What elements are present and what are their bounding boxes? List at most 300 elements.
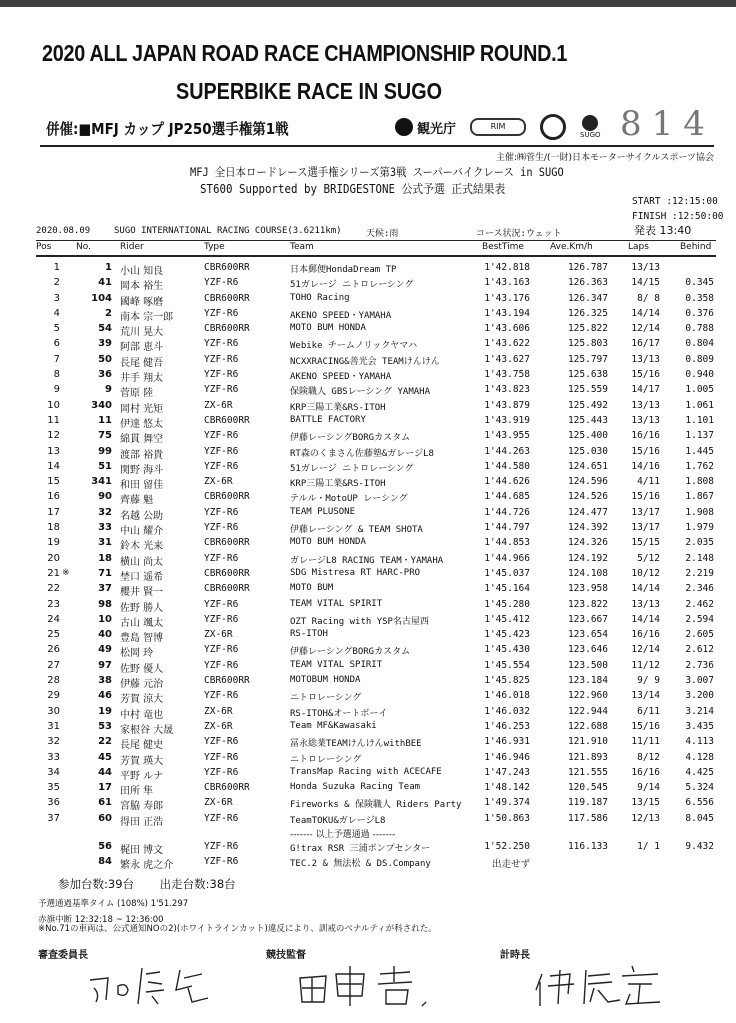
result-besttime: 1'46.032 xyxy=(484,705,530,717)
result-rider: 家根谷 大晟 xyxy=(120,724,174,736)
result-besttime: 1'50.863 xyxy=(484,812,530,824)
col-no: No. xyxy=(76,242,91,252)
result-behind: 8.045 xyxy=(685,812,714,824)
result-type: YZF-R6 xyxy=(204,460,239,472)
page-stamp: 814 xyxy=(620,104,715,144)
result-team: MOTO BUM HONDA xyxy=(290,323,366,334)
result-number: 97 xyxy=(98,659,112,671)
result-rider: 井手 翔太 xyxy=(120,373,164,385)
result-besttime: 1'45.037 xyxy=(484,567,530,579)
result-type: YZF-R6 xyxy=(204,598,239,610)
result-pos: 18 xyxy=(47,522,60,534)
table-row xyxy=(36,353,716,368)
result-pos: 36 xyxy=(47,797,60,809)
result-pos: 11 xyxy=(47,414,60,426)
result-pos: 14 xyxy=(47,460,60,472)
tourism-agency-logo xyxy=(395,118,456,137)
result-rider: 櫻井 賢一 xyxy=(120,587,164,599)
result-pos: 8 xyxy=(53,369,60,381)
result-behind: 4.113 xyxy=(685,736,714,748)
result-avg-speed: 116.133 xyxy=(567,840,608,852)
result-laps: 15/16 xyxy=(631,491,660,503)
result-pos: 1 xyxy=(53,262,60,273)
result-laps: 14/14 xyxy=(631,583,660,595)
result-team: TEAM PLUSONE xyxy=(290,506,356,517)
result-laps: 15/16 xyxy=(631,369,660,381)
result-besttime: 1'47.243 xyxy=(484,766,530,778)
table-row xyxy=(36,751,716,766)
result-besttime: 1'44.726 xyxy=(484,506,530,518)
result-type: CBR600RR xyxy=(204,414,250,426)
window-top-bar xyxy=(0,0,736,7)
result-behind: 1.762 xyxy=(685,460,714,472)
table-row xyxy=(36,536,716,551)
result-rider: 松岡 玲 xyxy=(120,648,154,660)
result-besttime: 1'45.554 xyxy=(484,659,530,671)
result-team: BATTLE FACTORY xyxy=(290,414,366,425)
result-team: 冨永総業TEAMけんけんwithBEE xyxy=(290,739,422,750)
table-row xyxy=(36,552,716,567)
table-row xyxy=(36,521,716,536)
result-type: YZF-R6 xyxy=(204,552,239,564)
result-number: 17 xyxy=(98,782,112,794)
result-rider: 岡村 光矩 xyxy=(120,403,164,415)
result-number: 104 xyxy=(91,292,112,304)
result-number: 99 xyxy=(98,445,112,457)
result-type: YZF-R6 xyxy=(204,522,239,534)
result-pos: 17 xyxy=(47,506,60,518)
result-avg-speed: 123.958 xyxy=(567,583,608,595)
result-team: ニトロレーシング xyxy=(290,754,362,765)
result-avg-speed: 125.559 xyxy=(567,384,608,396)
result-avg-speed: 123.184 xyxy=(567,675,608,687)
result-pos: 22 xyxy=(47,583,60,595)
result-number: 51 xyxy=(98,460,112,472)
result-team: KRP三陽工業&RS-ITOH xyxy=(290,479,386,490)
result-laps: 13/15 xyxy=(631,797,660,809)
result-type: YZF-R6 xyxy=(204,384,239,396)
result-type: YZF-R6 xyxy=(204,338,239,350)
result-besttime: 1'43.823 xyxy=(484,384,530,396)
result-besttime: 1'43.622 xyxy=(484,338,530,350)
result-behind: 1.808 xyxy=(685,476,714,488)
cohost-line: 併催:■MFJ カップ JP250選手権第1戦 xyxy=(46,120,289,138)
result-type: YZF-R6 xyxy=(204,690,239,702)
result-team: MOTOBUM HONDA xyxy=(290,675,361,686)
result-number: 1 xyxy=(105,262,112,273)
result-number: 90 xyxy=(98,491,112,503)
result-besttime: 1'48.142 xyxy=(484,782,530,794)
table-row xyxy=(36,598,716,613)
result-rider: 得田 正浩 xyxy=(120,816,164,828)
result-besttime: 1'45.423 xyxy=(484,629,530,641)
result-avg-speed: 123.646 xyxy=(567,644,608,656)
tourism-agency-text: 観光庁 xyxy=(417,121,457,137)
result-pos: 37 xyxy=(47,812,60,824)
result-pos: 16 xyxy=(47,491,60,503)
result-behind: 1.101 xyxy=(685,414,714,426)
result-behind: 0.345 xyxy=(685,277,714,289)
table-row xyxy=(36,689,716,704)
result-avg-speed: 123.500 xyxy=(567,659,608,671)
result-rider: 佐野 優人 xyxy=(120,663,164,675)
result-number: 84 xyxy=(98,856,112,868)
result-team: 51ガレージ ニトロレーシング xyxy=(290,280,414,291)
result-laps: 16/16 xyxy=(631,629,660,641)
result-avg-speed: 125.030 xyxy=(567,445,608,457)
result-rider: 繁永 虎之介 xyxy=(120,860,174,872)
result-laps: 14/17 xyxy=(631,384,660,396)
sugo-logo-text: SUGO xyxy=(580,131,601,139)
result-type: CBR600RR xyxy=(204,262,250,273)
signature-race-director xyxy=(290,960,440,1010)
result-laps: 13/17 xyxy=(631,506,660,518)
result-avg-speed: 125.400 xyxy=(567,430,608,442)
result-behind: 0.809 xyxy=(685,353,714,365)
result-pos: 25 xyxy=(47,629,60,641)
result-laps: 1/ 1 xyxy=(637,840,660,852)
result-team: 保険職人 GBSレーシング YAMAHA xyxy=(290,387,431,398)
result-rider: 中村 竜也 xyxy=(120,709,164,721)
result-pos: 27 xyxy=(47,659,60,671)
result-number: 56 xyxy=(98,840,112,852)
result-pos: 31 xyxy=(47,720,60,732)
result-besttime: 1'52.250 xyxy=(484,840,530,852)
result-behind: 5.324 xyxy=(685,782,714,794)
result-pos: 20 xyxy=(47,552,60,564)
result-behind: 2.035 xyxy=(685,537,714,549)
table-row xyxy=(36,337,716,352)
result-team: MOTO BUM xyxy=(290,583,334,594)
result-rider: 小山 知良 xyxy=(120,266,164,277)
result-behind: 1.005 xyxy=(685,384,714,396)
result-besttime: 1'43.919 xyxy=(484,414,530,426)
result-type: CBR600RR xyxy=(204,323,250,335)
result-pos: 32 xyxy=(47,736,60,748)
result-avg-speed: 122.960 xyxy=(567,690,608,702)
table-row xyxy=(36,582,716,597)
result-pos: 26 xyxy=(47,644,60,656)
result-laps: 14/15 xyxy=(631,277,660,289)
result-behind: 2.594 xyxy=(685,613,714,625)
red-flag-note: 赤旗中断 12:32:18 ~ 12:36:00 xyxy=(38,915,164,925)
result-number: 41 xyxy=(98,277,112,289)
result-behind: 2.612 xyxy=(685,644,714,656)
result-team: RS-ITOH&オートボーイ xyxy=(290,708,388,719)
qualify-separator-row xyxy=(36,827,716,840)
result-avg-speed: 121.910 xyxy=(567,736,608,748)
result-team: TEAM VITAL SPIRIT xyxy=(290,659,383,670)
result-besttime: 1'46.931 xyxy=(484,736,530,748)
result-besttime: 1'45.164 xyxy=(484,583,530,595)
result-avg-speed: 126.787 xyxy=(567,262,608,273)
result-behind: 3.007 xyxy=(685,675,714,687)
result-avg-speed: 125.638 xyxy=(567,369,608,381)
result-type: YZF-R6 xyxy=(204,369,239,381)
date: 2020.08.09 xyxy=(36,226,91,236)
table-row xyxy=(36,261,716,276)
result-avg-speed: 124.526 xyxy=(567,491,608,503)
result-type: YZF-R6 xyxy=(204,812,239,824)
result-besttime: 1'43.163 xyxy=(484,277,530,289)
table-row xyxy=(36,643,716,658)
result-laps: 4/11 xyxy=(637,476,660,488)
result-number: 98 xyxy=(98,598,112,610)
result-pos: 35 xyxy=(47,782,60,794)
result-rider: 伊藤 元治 xyxy=(120,679,164,691)
organizer: 主催:㈱菅生/(一財)日本モーターサイクルスポーツ協会 xyxy=(495,153,714,163)
result-team: TOHO Racing xyxy=(290,292,350,303)
entries-count: 参加台数:39台 xyxy=(58,877,135,891)
result-laps: 14/16 xyxy=(631,460,660,472)
table-row xyxy=(36,383,716,398)
result-type: ZX-6R xyxy=(204,476,233,488)
result-behind: 1.137 xyxy=(685,430,714,442)
result-rider: 南本 宗一郎 xyxy=(120,311,174,323)
result-pos: 33 xyxy=(47,751,60,763)
result-besttime: 1'43.194 xyxy=(484,307,530,319)
table-row xyxy=(36,812,716,827)
result-pos: 34 xyxy=(47,766,60,778)
result-avg-speed: 123.822 xyxy=(567,598,608,610)
result-laps: 9/14 xyxy=(637,782,660,794)
result-team: NCXXRACING&善光会 TEAMけんけん xyxy=(290,356,440,367)
result-type: YZF-R6 xyxy=(204,766,239,778)
result-laps: 11/12 xyxy=(631,659,660,671)
result-behind: 0.940 xyxy=(685,369,714,381)
result-pos: 12 xyxy=(47,430,60,442)
result-number: 341 xyxy=(91,476,112,488)
result-number: 45 xyxy=(98,751,112,763)
result-rider: 岡本 裕生 xyxy=(120,281,164,293)
result-avg-speed: 124.477 xyxy=(567,506,608,518)
table-row xyxy=(36,766,716,781)
result-rider: 伊達 悠太 xyxy=(120,418,164,430)
result-besttime: 1'45.825 xyxy=(484,675,530,687)
result-type: CBR600RR xyxy=(204,292,250,304)
result-type: YZF-R6 xyxy=(204,430,239,442)
result-laps: 13/14 xyxy=(631,690,660,702)
result-number: 60 xyxy=(98,812,112,824)
signatory-title: 計時長 xyxy=(500,950,530,961)
result-behind: 1.908 xyxy=(685,506,714,518)
table-row xyxy=(36,781,716,796)
result-rider: 中山 耀介 xyxy=(120,526,164,538)
result-number: 11 xyxy=(98,414,112,426)
result-rider: 長尾 健吾 xyxy=(120,357,164,369)
result-behind: 0.358 xyxy=(685,292,714,304)
table-row xyxy=(36,567,716,582)
result-besttime: 1'45.280 xyxy=(484,598,530,610)
result-number: 2 xyxy=(105,307,112,319)
result-avg-speed: 123.667 xyxy=(567,613,608,625)
result-pos: 23 xyxy=(47,598,60,610)
table-row xyxy=(36,855,716,870)
result-avg-speed: 124.392 xyxy=(567,522,608,534)
result-besttime: 1'43.606 xyxy=(484,323,530,335)
result-type: YZF-R6 xyxy=(204,856,239,868)
result-rider: 梶田 博文 xyxy=(120,844,164,856)
table-row xyxy=(36,475,716,490)
result-type: ZX-6R xyxy=(204,720,233,732)
result-avg-speed: 124.192 xyxy=(567,552,608,564)
result-behind: 1.867 xyxy=(685,491,714,503)
table-row xyxy=(36,796,716,811)
result-laps: 8/ 8 xyxy=(637,292,660,304)
result-number: 340 xyxy=(91,399,112,411)
finish-time: FINISH :12:50:00 xyxy=(632,211,724,222)
result-rider: 長尾 健史 xyxy=(120,740,164,752)
result-rider: 渡部 裕貴 xyxy=(120,449,164,461)
result-laps: 13/13 xyxy=(631,598,660,610)
signature-chief-steward xyxy=(80,960,230,1010)
result-avg-speed: 120.545 xyxy=(567,782,608,794)
result-rider: 埜口 遥希 xyxy=(120,571,164,583)
result-number: 54 xyxy=(98,323,112,335)
result-laps: 14/14 xyxy=(631,307,660,319)
table-row xyxy=(36,460,716,475)
table-row xyxy=(36,613,716,628)
result-laps: 13/13 xyxy=(631,353,660,365)
result-besttime: 1'43.176 xyxy=(484,292,530,304)
result-team: TransMap Racing with ACECAFE xyxy=(290,766,442,777)
penalty-mark: ※ xyxy=(62,567,70,578)
table-row xyxy=(36,490,716,505)
result-type: YZF-R6 xyxy=(204,353,239,365)
result-type: CBR600RR xyxy=(204,675,250,687)
session-title: ST600 Supported by BRIDGESTONE 公式予選 正式結果表 xyxy=(200,182,506,196)
result-behind: 3.214 xyxy=(685,705,714,717)
result-number: 50 xyxy=(98,353,112,365)
result-behind: 0.376 xyxy=(685,307,714,319)
result-besttime: 1'44.853 xyxy=(484,537,530,549)
result-besttime: 1'49.374 xyxy=(484,797,530,809)
result-laps: 12/13 xyxy=(631,812,660,824)
result-number: 32 xyxy=(98,506,112,518)
result-rider: 芳賀 涼大 xyxy=(120,694,164,706)
result-laps: 15/16 xyxy=(631,445,660,457)
result-number: 33 xyxy=(98,522,112,534)
result-pos: 24 xyxy=(47,613,60,625)
result-behind: 2.605 xyxy=(685,629,714,641)
result-besttime: 1'44.797 xyxy=(484,522,530,534)
result-rider: 関野 海斗 xyxy=(120,464,164,476)
result-besttime: 1'44.263 xyxy=(484,445,530,457)
result-behind: 0.804 xyxy=(685,338,714,350)
result-avg-speed: 122.944 xyxy=(567,705,608,717)
sugo-emblem-icon xyxy=(582,115,598,131)
result-number: 31 xyxy=(98,537,112,549)
result-type: YZF-R6 xyxy=(204,751,239,763)
result-type: YZF-R6 xyxy=(204,840,239,852)
result-behind: 2.148 xyxy=(685,552,714,564)
result-team: Honda Suzuka Racing Team xyxy=(290,782,421,793)
result-besttime: 1'42.818 xyxy=(484,262,530,273)
result-number: 38 xyxy=(98,675,112,687)
signature-chief-timekeeper xyxy=(530,960,680,1010)
col-laps: Laps xyxy=(628,242,649,252)
result-team: 伊藤レーシングBORGカスタム xyxy=(290,647,411,658)
result-laps: 12/14 xyxy=(631,644,660,656)
result-pos: 28 xyxy=(47,675,60,687)
result-laps: 13/17 xyxy=(631,522,660,534)
result-behind: 4.128 xyxy=(685,751,714,763)
result-laps: 13/13 xyxy=(631,399,660,411)
result-type: ZX-6R xyxy=(204,797,233,809)
result-team: AKENO SPEED・YAMAHA xyxy=(290,310,392,321)
result-besttime: 1'45.412 xyxy=(484,613,530,625)
result-number: 39 xyxy=(98,338,112,350)
col-type: Type xyxy=(204,242,225,252)
result-team: SDG Mistresa RT HARC-PRO xyxy=(290,567,421,578)
result-type: ZX-6R xyxy=(204,629,233,641)
result-team: TEAM VITAL SPIRIT xyxy=(290,598,383,609)
result-number: 10 xyxy=(98,613,112,625)
result-type: YZF-R6 xyxy=(204,506,239,518)
result-avg-speed: 124.651 xyxy=(567,460,608,472)
table-row xyxy=(36,674,716,689)
result-rider: 菅原 陸 xyxy=(120,388,154,400)
result-laps: 16/17 xyxy=(631,338,660,350)
result-laps: 11/11 xyxy=(631,736,660,748)
result-number: 75 xyxy=(98,430,112,442)
table-row xyxy=(36,292,716,307)
result-besttime: 1'44.580 xyxy=(484,460,530,472)
result-besttime: 1'43.627 xyxy=(484,353,530,365)
result-avg-speed: 119.187 xyxy=(567,797,608,809)
entry-counts xyxy=(58,876,258,892)
table-row xyxy=(36,735,716,750)
result-number: 9 xyxy=(105,384,112,396)
result-pos: 15 xyxy=(47,476,60,488)
result-besttime: 1'46.253 xyxy=(484,720,530,732)
col-ave: Ave.Km/h xyxy=(550,242,593,252)
result-behind: 0.788 xyxy=(685,323,714,335)
result-rider: 横山 尚太 xyxy=(120,556,164,568)
result-rider: 田所 隼 xyxy=(120,786,154,798)
sponsor-logos xyxy=(395,112,601,142)
header-divider xyxy=(40,145,714,147)
result-laps: 8/12 xyxy=(637,751,660,763)
result-avg-speed: 125.803 xyxy=(567,338,608,350)
result-rider: 佐野 勝人 xyxy=(120,602,164,614)
result-rider: 齊藤 魁 xyxy=(120,495,154,507)
result-pos: 7 xyxy=(53,353,60,365)
result-behind: 2.346 xyxy=(685,583,714,595)
table-row xyxy=(36,368,716,383)
start-time: START :12:15:00 xyxy=(632,196,718,207)
table-row xyxy=(36,399,716,414)
result-besttime: 出走せず xyxy=(491,859,530,871)
table-row xyxy=(36,322,716,337)
result-number: 36 xyxy=(98,369,112,381)
result-rider: 綿貫 舞空 xyxy=(120,434,164,446)
announcement-time: 発表 13:40 xyxy=(634,224,692,237)
result-laps: 5/12 xyxy=(637,552,660,564)
result-team: 日本郵便HondaDream TP xyxy=(290,265,397,275)
result-type: YZF-R6 xyxy=(204,659,239,671)
starters-count: 出走台数:38台 xyxy=(159,877,236,891)
result-team: Team MF&Kawasaki xyxy=(290,720,377,731)
result-behind: 4.425 xyxy=(685,766,714,778)
result-besttime: 1'46.946 xyxy=(484,751,530,763)
result-rider: 名越 公助 xyxy=(120,510,164,522)
result-besttime: 1'44.966 xyxy=(484,552,530,564)
result-type: YZF-R6 xyxy=(204,644,239,656)
result-besttime: 1'43.758 xyxy=(484,369,530,381)
table-row xyxy=(36,506,716,521)
table-row xyxy=(36,720,716,735)
